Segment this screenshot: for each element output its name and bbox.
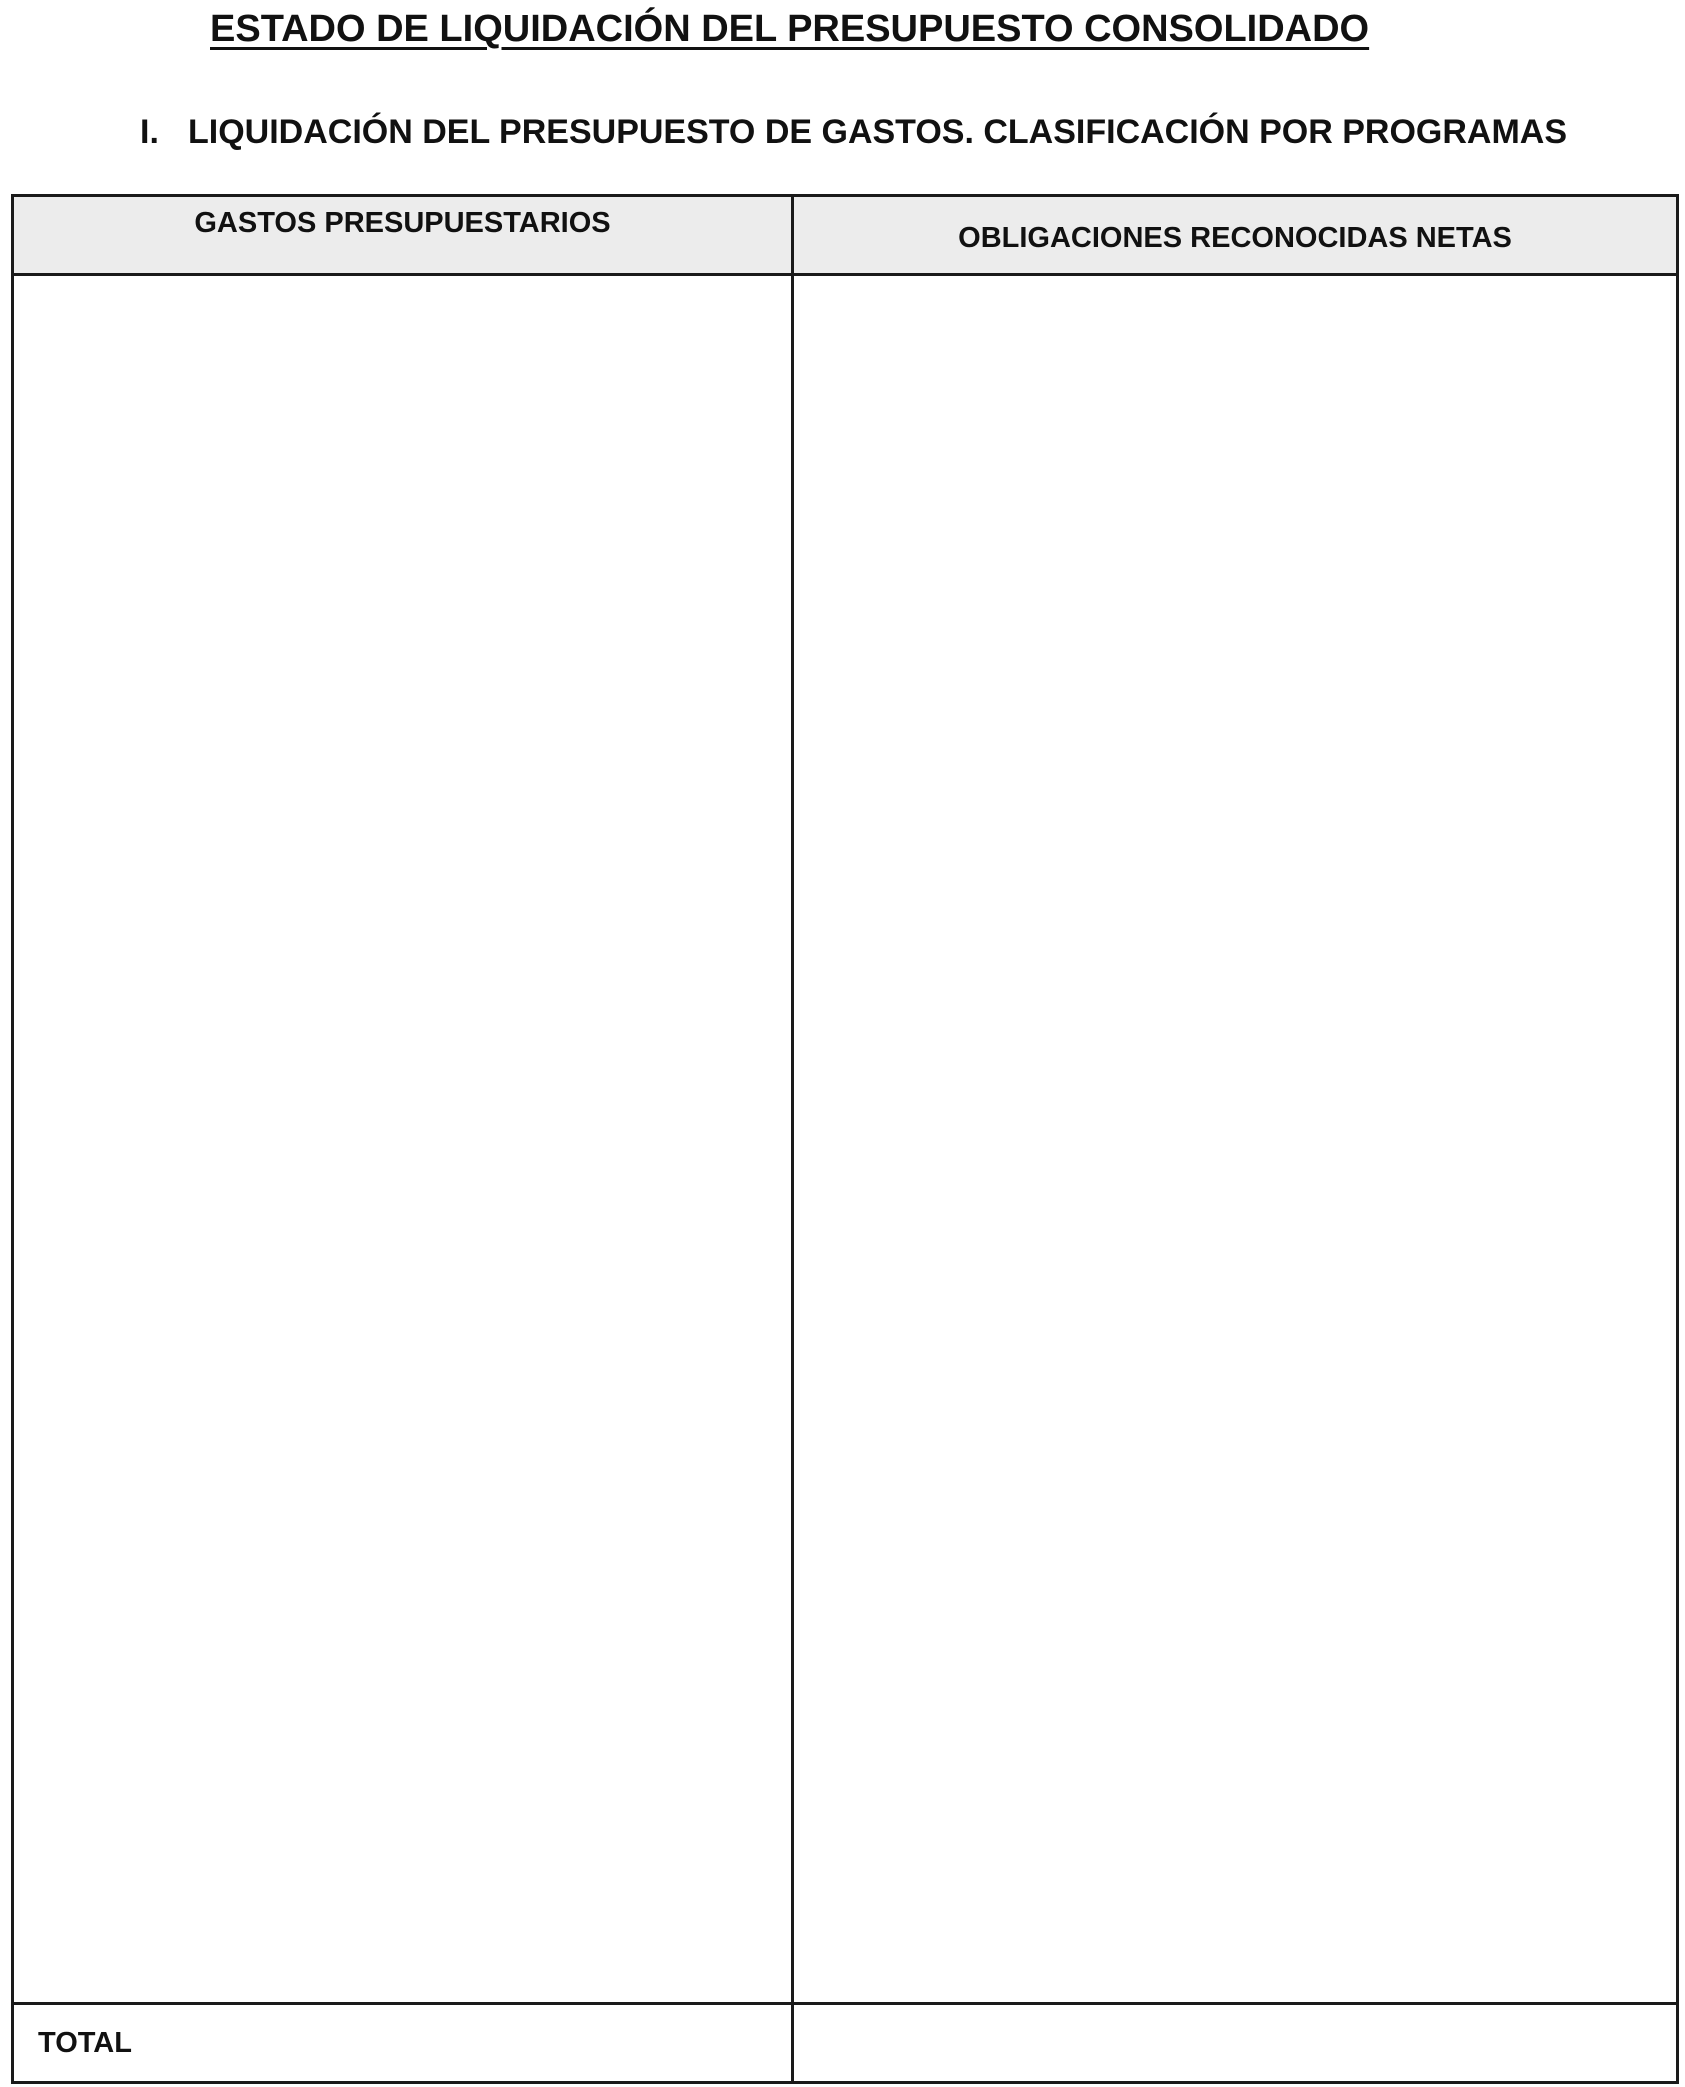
table-header-row (13, 196, 1678, 275)
gastos-entry-cell[interactable] (13, 275, 793, 2004)
total-value-cell[interactable] (793, 2004, 1678, 2083)
table-row (13, 275, 1678, 2004)
total-row (13, 2004, 1678, 2083)
section-heading-text: LIQUIDACIÓN DEL PRESUPUESTO DE GASTOS. CLASIFICACIÓN POR PROGRAMAS (188, 113, 1568, 151)
obligaciones-entry-cell[interactable] (793, 275, 1678, 2004)
column-header-gastos: GASTOS PRESUPUESTARIOS (13, 196, 793, 275)
section-heading (140, 113, 1567, 152)
section-numeral: I. (140, 113, 159, 151)
budget-liquidation-table (11, 194, 1679, 2084)
document-title: ESTADO DE LIQUIDACIÓN DEL PRESUPUESTO CONSOLIDADO (210, 8, 1370, 50)
total-label: TOTAL (13, 2004, 793, 2083)
column-header-obligaciones: OBLIGACIONES RECONOCIDAS NETAS (793, 196, 1678, 275)
